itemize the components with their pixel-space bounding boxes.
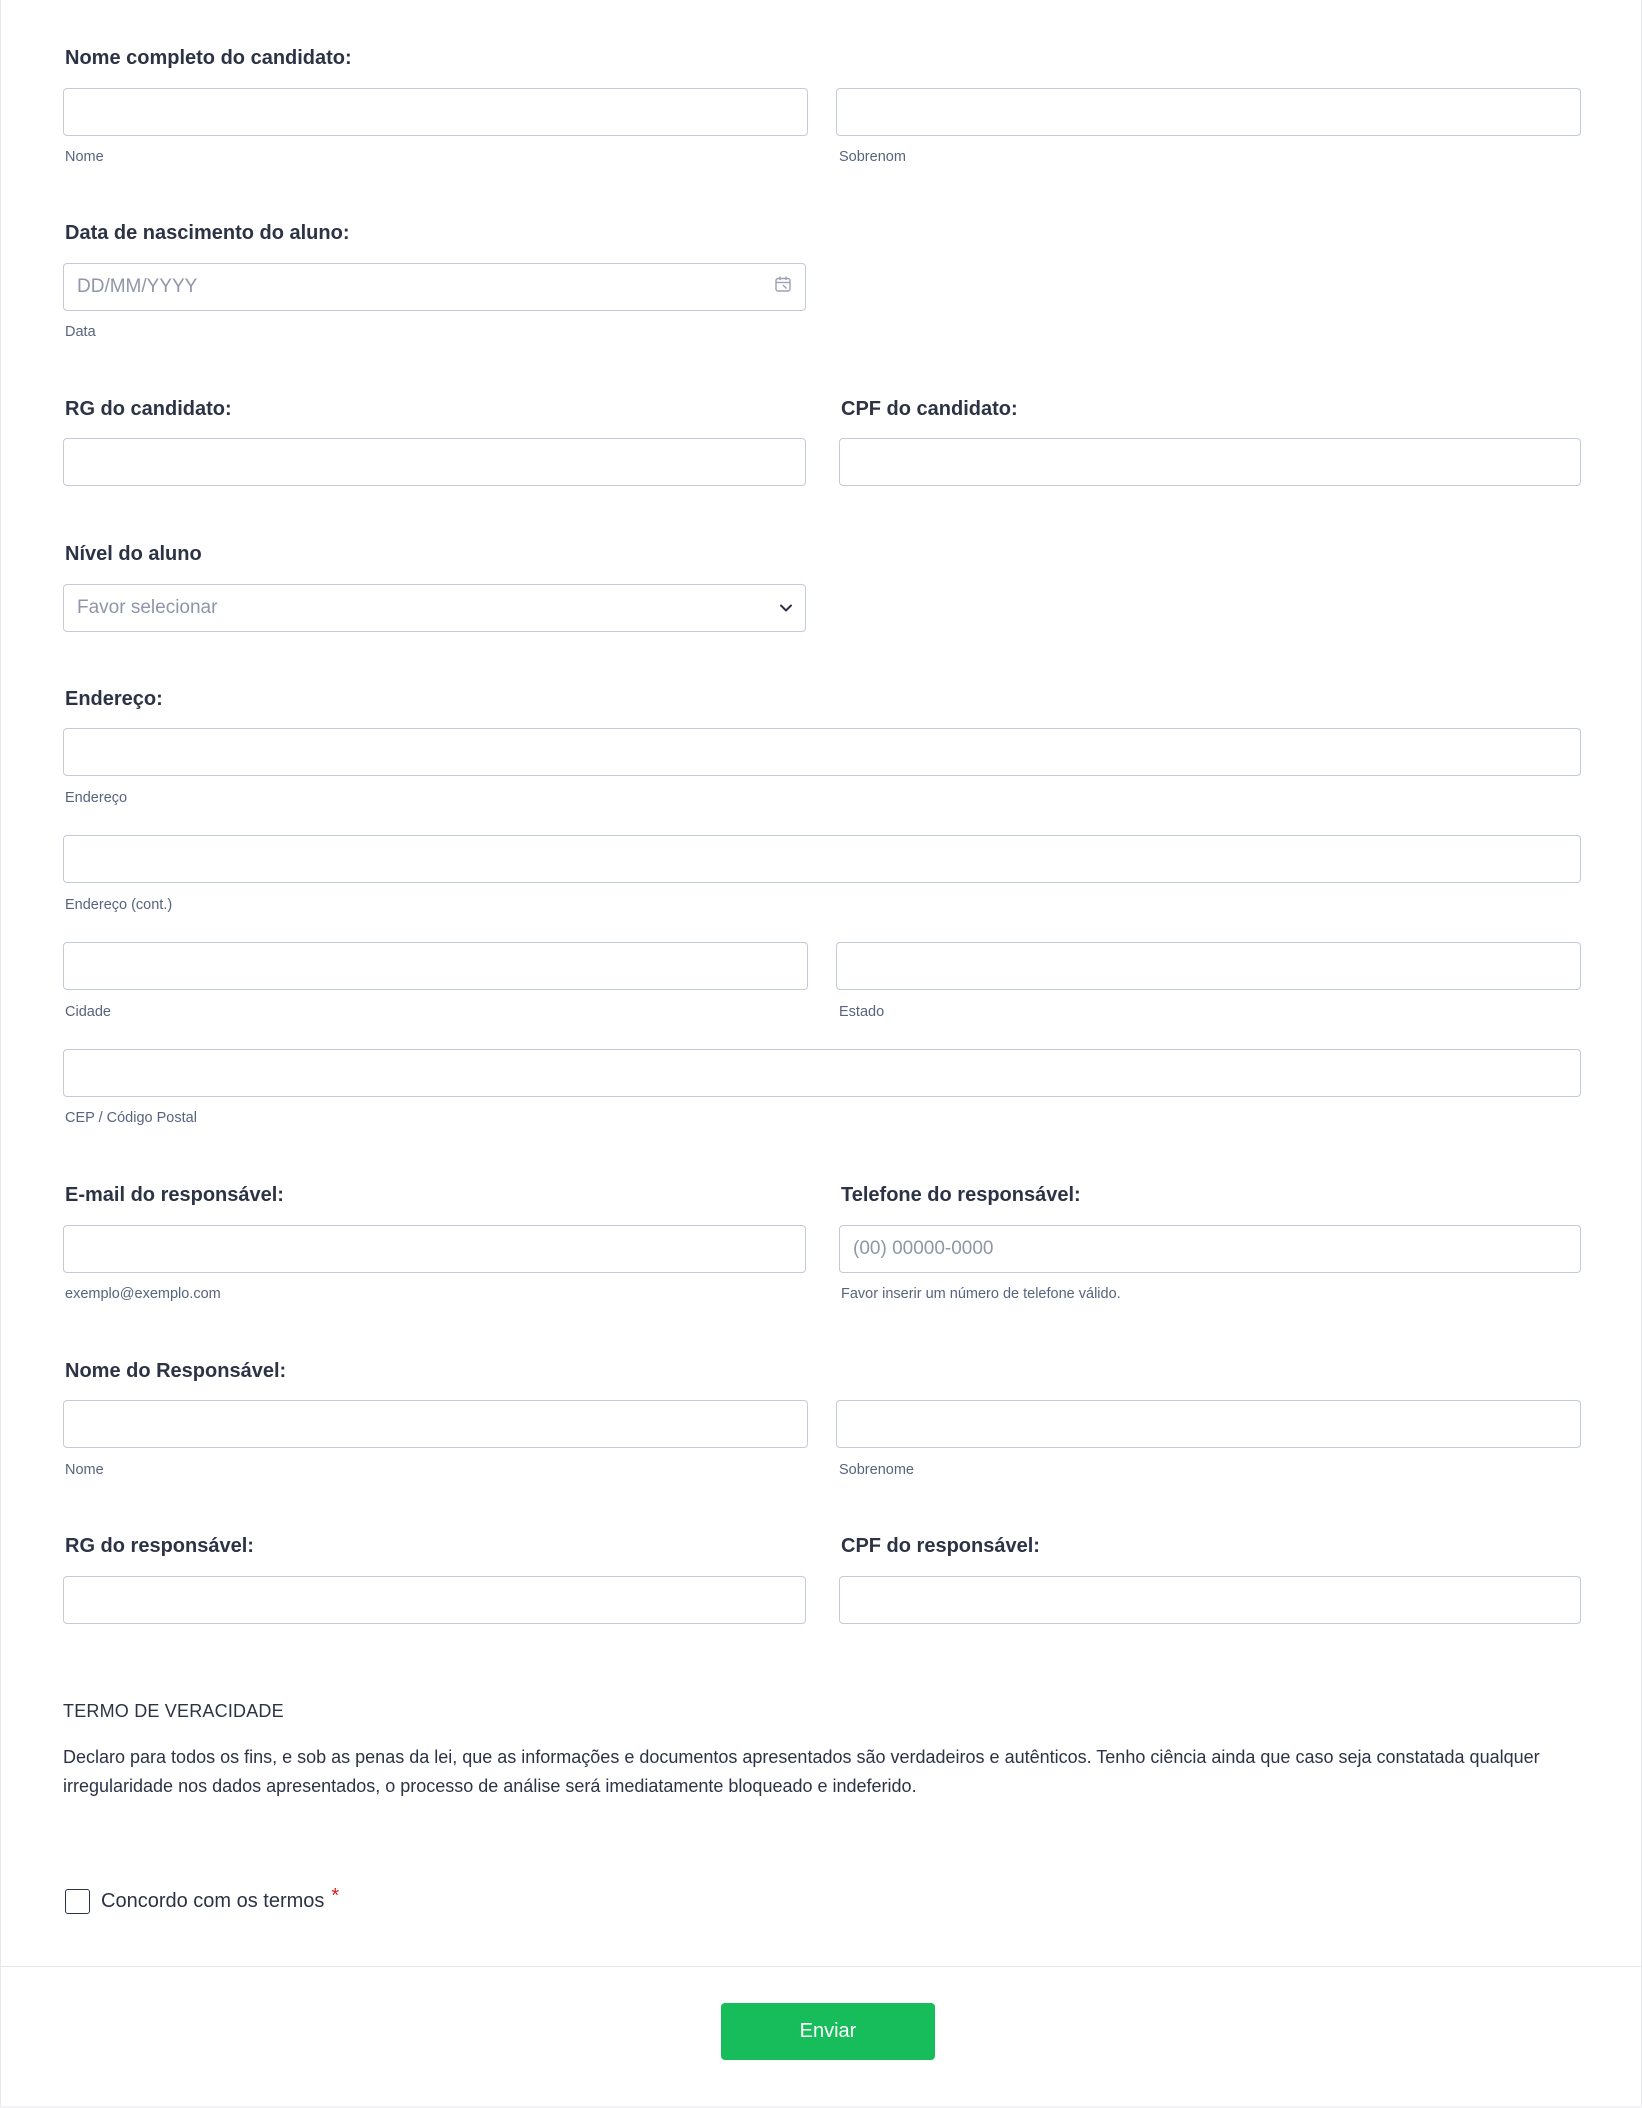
state-input[interactable] xyxy=(836,942,1581,990)
guardian-cpf-input[interactable] xyxy=(839,1576,1581,1624)
candidate-cpf-input[interactable] xyxy=(839,438,1581,486)
terms-checkbox-row[interactable] xyxy=(65,1885,340,1914)
birth-date-placeholder: DD/MM/YYYY xyxy=(77,276,198,297)
guardian-first-name-input[interactable] xyxy=(63,1400,808,1448)
submit-button[interactable]: Enviar xyxy=(721,2003,935,2060)
guardian-name-label: Nome do Responsável: xyxy=(65,1360,287,1382)
guardian-phone-placeholder: (00) 00000-0000 xyxy=(853,1238,994,1259)
candidate-last-name-sublabel: Sobrenom xyxy=(839,149,906,165)
required-asterisk: * xyxy=(331,1885,340,1907)
candidate-name-label: Nome completo do candidato: xyxy=(65,47,352,69)
city-input[interactable] xyxy=(63,942,808,990)
guardian-phone-input[interactable] xyxy=(839,1225,1581,1273)
zip-code-input[interactable] xyxy=(63,1049,1581,1097)
guardian-last-name-input[interactable] xyxy=(836,1400,1581,1448)
terms-checkbox-label[interactable]: Concordo com os termos xyxy=(101,1890,325,1912)
candidate-rg-label: RG do candidato: xyxy=(65,398,232,420)
guardian-email-label: E-mail do responsável: xyxy=(65,1184,284,1206)
guardian-rg-label: RG do responsável: xyxy=(65,1535,254,1557)
calendar-icon[interactable] xyxy=(774,275,792,299)
footer-divider xyxy=(1,1966,1641,1967)
guardian-phone-label: Telefone do responsável: xyxy=(841,1184,1081,1206)
candidate-first-name-input[interactable] xyxy=(63,88,808,136)
zip-code-sublabel: CEP / Código Postal xyxy=(65,1110,197,1126)
state-sublabel: Estado xyxy=(839,1004,885,1020)
guardian-first-name-sublabel: Nome xyxy=(65,1462,104,1478)
address-line2-input[interactable] xyxy=(63,835,1581,883)
candidate-cpf-label: CPF do candidato: xyxy=(841,398,1018,420)
candidate-rg-input[interactable] xyxy=(63,438,806,486)
terms-checkbox[interactable] xyxy=(65,1889,90,1914)
guardian-phone-sublabel: Favor inserir um número de telefone válido. xyxy=(841,1286,1121,1302)
address-line1-input[interactable] xyxy=(63,728,1581,776)
birth-date-input[interactable] xyxy=(63,263,806,311)
guardian-cpf-label: CPF do responsável: xyxy=(841,1535,1040,1557)
terms-text: Declaro para todos os fins, e sob as penas da lei, que as informações e documentos apresentados são verdadeiros e autênticos. Tenho ciência ainda que caso seja constatada qualquer irregularidade nos dados apresentados, o processo de análise será imediatamente bloqueado e indeferido. xyxy=(63,1747,1540,1796)
candidate-last-name-input[interactable] xyxy=(836,88,1581,136)
address-line1-sublabel: Endereço xyxy=(65,790,128,806)
birth-date-sublabel: Data xyxy=(65,324,96,340)
birth-date-label: Data de nascimento do aluno: xyxy=(65,222,350,244)
address-line2-sublabel: Endereço (cont.) xyxy=(65,897,173,913)
chevron-down-icon[interactable] xyxy=(779,597,793,619)
student-level-select[interactable] xyxy=(63,584,806,632)
student-level-placeholder: Favor selecionar xyxy=(77,597,218,618)
guardian-email-sublabel: exemplo@exemplo.com xyxy=(65,1286,221,1302)
city-sublabel: Cidade xyxy=(65,1004,111,1020)
address-label: Endereço: xyxy=(65,688,163,710)
guardian-email-input[interactable] xyxy=(63,1225,806,1273)
candidate-first-name-sublabel: Nome xyxy=(65,149,104,165)
guardian-rg-input[interactable] xyxy=(63,1576,806,1624)
terms-title: TERMO DE VERACIDADE xyxy=(63,1701,284,1721)
student-level-label: Nível do aluno xyxy=(65,543,202,565)
guardian-last-name-sublabel: Sobrenome xyxy=(839,1462,914,1478)
